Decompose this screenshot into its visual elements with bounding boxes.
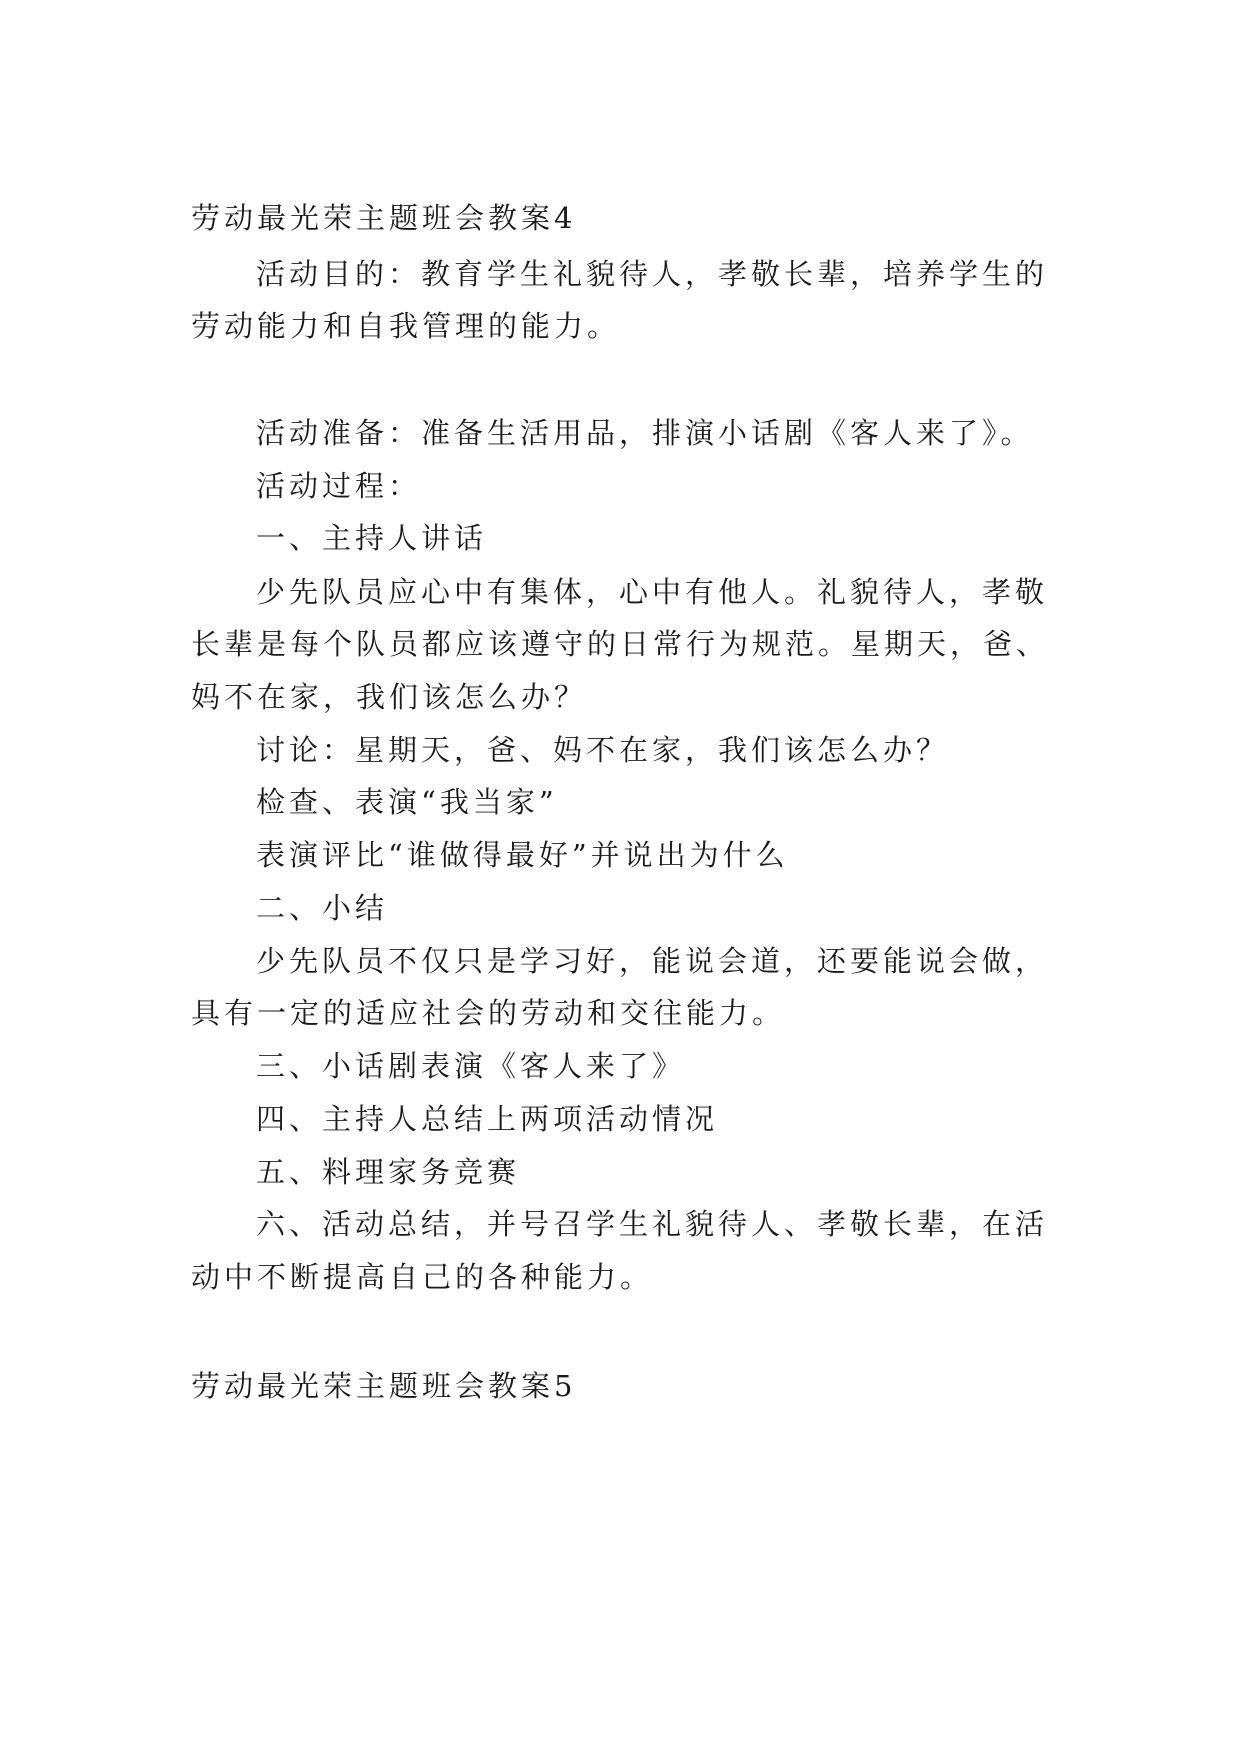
step-2-paragraph-line-1: 少先队员不仅只是学习好，能说会道，还要能说会做，: [256, 944, 1049, 978]
step-1-paragraph-line-3: 妈不在家，我们该怎么办？: [191, 680, 588, 714]
discussion-line: 讨论：星期天，爸、妈不在家，我们该怎么办？: [256, 733, 950, 767]
activity-goal-line-1: 活动目的：教育学生礼貌待人，孝敬长辈，培养学生的: [256, 257, 1049, 291]
step-6-line-1: 六、活动总结，并号召学生礼貌待人、孝敬长辈，在活: [256, 1207, 1049, 1241]
step-4-heading: 四、主持人总结上两项活动情况: [256, 1102, 719, 1136]
step-2-paragraph-line-2: 具有一定的适应社会的劳动和交往能力。: [191, 996, 786, 1030]
check-perform-line: 检查、表演“我当家”: [256, 785, 558, 819]
activity-preparation: 活动准备：准备生活用品，排演小话剧《客人来了》。: [256, 416, 1034, 450]
step-1-heading: 一、主持人讲话: [256, 521, 488, 555]
step-1-paragraph-line-1: 少先队员应心中有集体，心中有他人。礼貌待人，孝敬: [256, 575, 1049, 609]
step-3-heading: 三、小话剧表演《客人来了》: [256, 1049, 686, 1083]
step-6-line-2: 动中不断提高自己的各种能力。: [191, 1260, 654, 1294]
section-heading-4: 劳动最光荣主题班会教案4: [191, 201, 577, 235]
activity-goal-line-2: 劳动能力和自我管理的能力。: [191, 309, 621, 343]
step-5-heading: 五、料理家务竞赛: [256, 1155, 521, 1189]
step-2-heading: 二、小结: [256, 891, 389, 925]
section-heading-5: 劳动最光荣主题班会教案5: [191, 1369, 577, 1403]
activity-process-label: 活动过程：: [256, 469, 422, 503]
evaluation-line: 表演评比“谁做得最好”并说出为什么: [256, 838, 789, 872]
step-1-paragraph-line-2: 长辈是每个队员都应该遵守的日常行为规范。星期天，爸、: [191, 627, 1050, 661]
